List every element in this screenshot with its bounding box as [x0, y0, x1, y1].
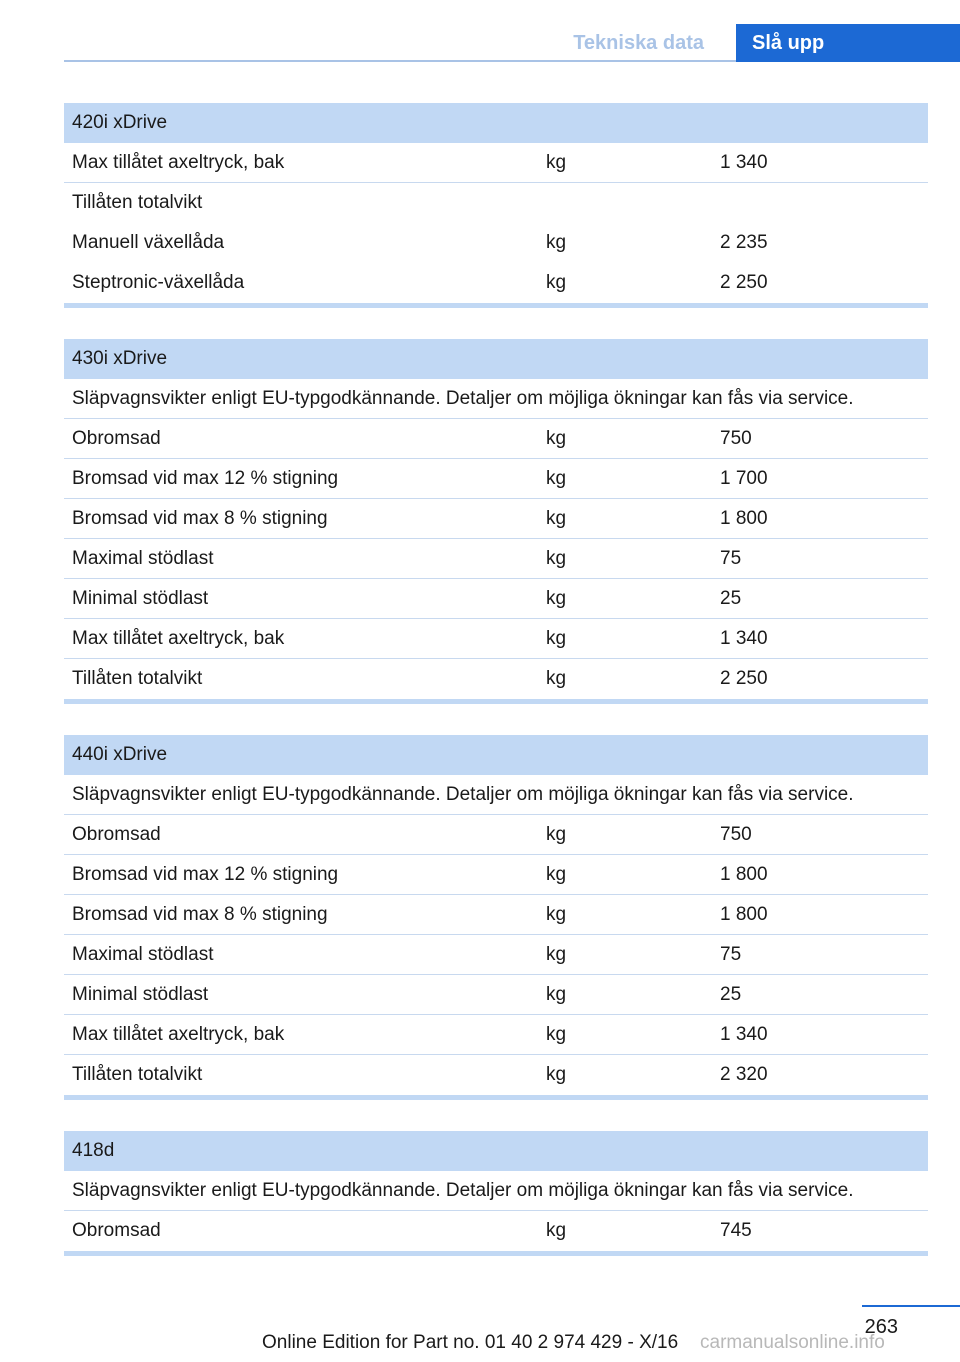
table-end-rule: [64, 699, 928, 704]
table-row: [64, 975, 928, 1015]
row-value: 2 250: [720, 668, 768, 689]
spec-table-440i-xdrive: [64, 735, 928, 1100]
table-title: 418d: [64, 1131, 928, 1171]
table-note: [64, 1171, 928, 1211]
content: [64, 103, 928, 1287]
row-value: 1 800: [720, 864, 768, 885]
row-unit: kg: [546, 1064, 567, 1085]
row-unit: kg: [546, 1220, 567, 1241]
row-label: Bromsad vid max 12 % stigning: [72, 864, 339, 885]
row-unit: kg: [546, 272, 567, 293]
table-row: [64, 815, 928, 855]
row-unit: kg: [546, 152, 567, 173]
table-row: [64, 183, 928, 223]
row-label: Obromsad: [72, 1220, 161, 1241]
row-unit: kg: [546, 864, 567, 885]
row-value: 750: [720, 824, 752, 845]
row-value: 1 700: [720, 468, 768, 489]
note-text: Släpvagnsvikter enligt EU-typgodkännande. Detaljer om möjliga ökningar kan fås via service.: [72, 388, 854, 409]
row-unit: kg: [546, 1024, 567, 1045]
row-label: Steptronic-växellåda: [72, 272, 245, 293]
row-unit: kg: [546, 232, 567, 253]
row-value: 745: [720, 1220, 752, 1241]
row-value: 750: [720, 428, 752, 449]
row-label: Bromsad vid max 8 % stigning: [72, 904, 328, 925]
table-note: [64, 775, 928, 815]
row-value: 75: [720, 548, 742, 569]
row-value: 2 250: [720, 272, 768, 293]
row-label: Max tillåtet axeltryck, bak: [72, 152, 285, 173]
table-row: [64, 499, 928, 539]
watermark: carmanualsonline.info: [700, 1332, 885, 1353]
row-label: Bromsad vid max 8 % stigning: [72, 508, 328, 529]
header-section-title[interactable]: Tekniska data: [573, 32, 704, 54]
note-text: Släpvagnsvikter enligt EU-typgodkännande. Detaljer om möjliga ökningar kan fås via service.: [72, 1180, 854, 1201]
row-unit: kg: [546, 904, 567, 925]
row-unit: kg: [546, 824, 567, 845]
row-label: Tillåten totalvikt: [72, 192, 203, 213]
row-unit: kg: [546, 508, 567, 529]
row-label: Minimal stödlast: [72, 984, 209, 1005]
row-label: Max tillåtet axeltryck, bak: [72, 628, 285, 649]
header-tab-active[interactable]: Slå upp: [736, 24, 960, 62]
table-row: [64, 459, 928, 499]
row-value: 25: [720, 588, 742, 609]
row-label: Manuell växellåda: [72, 232, 225, 253]
row-value: 25: [720, 984, 742, 1005]
row-value: 2 235: [720, 232, 768, 253]
row-value: 2 320: [720, 1064, 768, 1085]
row-value: 1 800: [720, 508, 768, 529]
page-number: 263: [864, 1316, 898, 1338]
spec-table-420i-xdrive: [64, 103, 928, 308]
table-end-rule: [64, 1095, 928, 1100]
row-value: [720, 183, 928, 222]
row-label: Max tillåtet axeltryck, bak: [72, 1024, 285, 1045]
table-title: 420i xDrive: [64, 103, 928, 143]
table-row: [64, 419, 928, 459]
table-row: [64, 263, 928, 303]
edition-text: Online Edition for Part no. 01 40 2 974 429 - X/16: [262, 1332, 679, 1353]
note-text: Släpvagnsvikter enligt EU-typgodkännande. Detaljer om möjliga ökningar kan fås via service.: [72, 784, 854, 805]
row-unit: kg: [546, 428, 567, 449]
row-unit: kg: [546, 468, 567, 489]
table-row: [64, 659, 928, 699]
table-row: [64, 143, 928, 183]
row-unit: kg: [546, 984, 567, 1005]
row-value: 1 800: [720, 904, 768, 925]
page-footer: [0, 1300, 960, 1362]
row-label: Tillåten totalvikt: [72, 1064, 203, 1085]
table-title: 440i xDrive: [64, 735, 928, 775]
row-label: Obromsad: [72, 824, 161, 845]
page-header: [0, 24, 960, 62]
table-row: [64, 223, 928, 263]
row-unit: kg: [546, 628, 567, 649]
row-label: Tillåten totalvikt: [72, 668, 203, 689]
row-value: 1 340: [720, 1024, 768, 1045]
table-row: [64, 1015, 928, 1055]
row-unit: [546, 183, 720, 222]
row-label: Maximal stödlast: [72, 548, 214, 569]
row-unit: kg: [546, 548, 567, 569]
table-row: [64, 855, 928, 895]
row-label: Obromsad: [72, 428, 161, 449]
row-unit: kg: [546, 668, 567, 689]
row-unit: kg: [546, 588, 567, 609]
row-label: Bromsad vid max 12 % stigning: [72, 468, 339, 489]
table-end-rule: [64, 1251, 928, 1256]
row-value: 75: [720, 944, 742, 965]
table-row: [64, 935, 928, 975]
table-end-rule: [64, 303, 928, 308]
table-row: [64, 1211, 928, 1251]
table-row: [64, 579, 928, 619]
table-note: [64, 379, 928, 419]
row-value: 1 340: [720, 152, 768, 173]
table-row: [64, 539, 928, 579]
table-row: [64, 1055, 928, 1095]
row-unit: kg: [546, 944, 567, 965]
row-label: Minimal stödlast: [72, 588, 209, 609]
row-label: Maximal stödlast: [72, 944, 214, 965]
table-title: 430i xDrive: [64, 339, 928, 379]
table-row: [64, 895, 928, 935]
table-row: [64, 619, 928, 659]
page-number-rule: [862, 1305, 960, 1307]
row-value: 1 340: [720, 628, 768, 649]
spec-table-430i-xdrive: [64, 339, 928, 704]
spec-table-418d: [64, 1131, 928, 1256]
